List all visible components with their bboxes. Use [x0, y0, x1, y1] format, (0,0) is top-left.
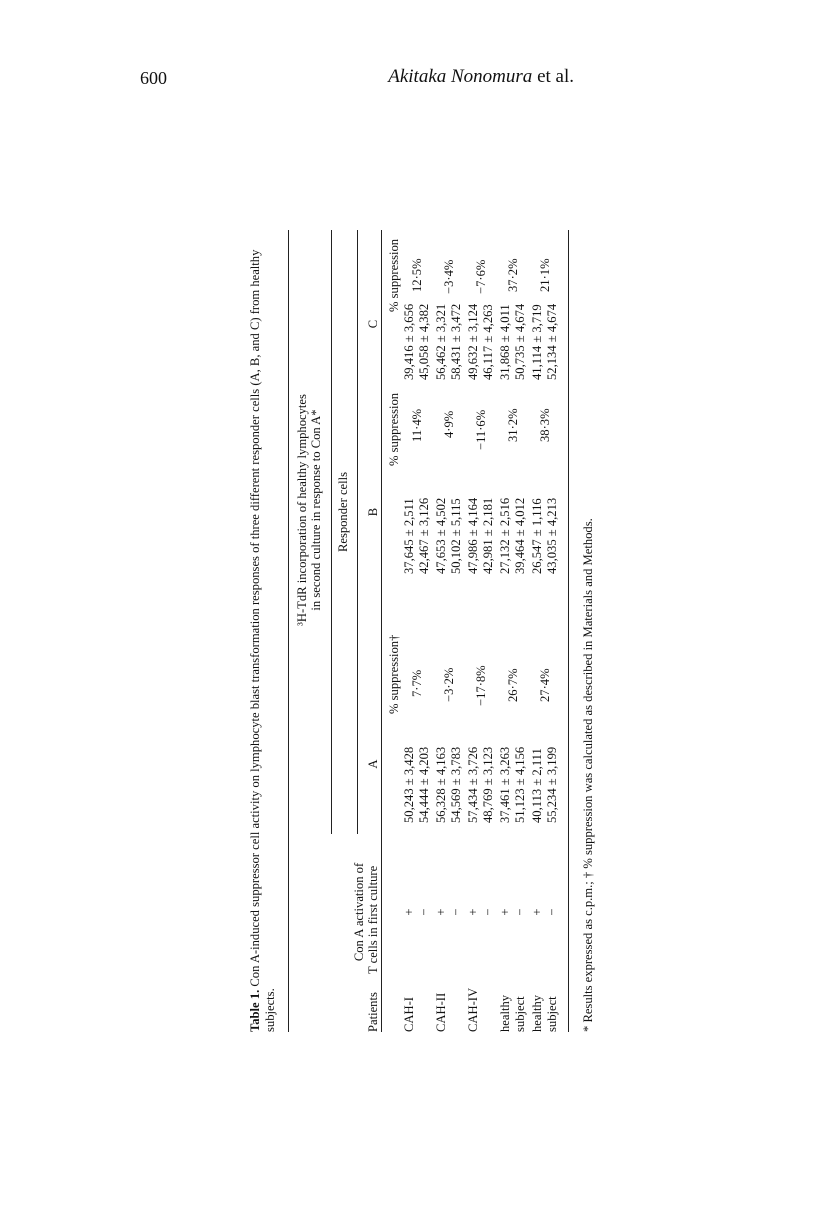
table-row-pct-b: 38·3%: [538, 408, 552, 442]
responder-cells-header: Responder cells: [336, 471, 350, 553]
table-row-sign: −: [481, 908, 495, 916]
col-b-header: B: [366, 507, 380, 517]
patients-header: Patients: [366, 992, 380, 1032]
table-row-c: 31,868 ± 4,011: [498, 304, 512, 380]
table-row-pct-a: −3·2%: [442, 667, 456, 702]
pct-a-header: % suppression†: [387, 634, 401, 714]
page-number: 600: [140, 68, 167, 88]
running-head-authors: Akitaka Nonomura: [388, 66, 533, 87]
incorporation-rule: [331, 230, 332, 834]
table-row-c: 50,735 ± 4,674: [513, 303, 527, 380]
table-row-pct-b: −11·6%: [474, 409, 488, 450]
table-row-c: 45,058 ± 4,382: [417, 303, 431, 380]
table-row-pct-b: 11·4%: [410, 408, 424, 442]
table-row-pct-c: 37·2%: [506, 258, 520, 292]
table-row-pct-a: 27·4%: [538, 668, 552, 702]
table-row-pct-b: 31·2%: [506, 408, 520, 442]
responder-rule: [357, 230, 358, 834]
table-row-a: 40,113 ± 2,111: [530, 748, 544, 823]
table-row-a: 37,461 ± 3,263: [498, 746, 512, 823]
table-row-c: 41,114 ± 3,719: [530, 304, 544, 380]
con-a-header-line2: T cells in first culture: [366, 865, 380, 974]
table-row-b: 50,102 ± 5,115: [449, 498, 463, 574]
table-row-c: 58,431 ± 3,472: [449, 303, 463, 380]
table-row-sign: −: [417, 908, 431, 916]
incorporation-header-line1: ³H-TdR incorporation of healthy lymphocytes: [295, 394, 309, 626]
running-head: [388, 66, 574, 88]
table-footnote: * Results expressed as c.p.m.; † % suppression was calculated as described in Materials and Methods.: [581, 518, 595, 1032]
table-row-b: 47,653 ± 4,502: [434, 497, 448, 574]
table-caption-label: Table 1.: [248, 989, 262, 1032]
table-caption: [248, 232, 278, 1032]
table-row-a: 51,123 ± 4,156: [513, 746, 527, 823]
table-row-patient: healthy: [530, 994, 544, 1032]
table-row-sign: −: [545, 908, 559, 916]
table-row-pct-c: −3·4%: [442, 259, 456, 294]
table-row-patient: healthy: [498, 994, 512, 1032]
table-row-patient: CAH-I: [402, 997, 416, 1032]
table-caption-text: Con A-induced suppressor cell activity on lymphocyte blast transformation responses of three different responder cells (A, B, and C) from healthy subjects.: [248, 249, 277, 1032]
col-c-header: C: [366, 319, 380, 329]
table-row-a: 50,243 ± 3,428: [402, 746, 416, 823]
table-row-pct-a: 7·7%: [410, 669, 424, 697]
table-row-sign: −: [449, 908, 463, 916]
header-rule: [381, 230, 382, 1032]
table-row-b: 43,035 ± 4,213: [545, 497, 559, 574]
table-row-pct-a: 26·7%: [506, 668, 520, 702]
table-row-b: 42,467 ± 3,126: [417, 497, 431, 574]
pct-b-header: % suppression: [387, 392, 401, 466]
table-row-patient: subject: [545, 996, 559, 1032]
con-a-header-line1: Con A activation of: [352, 862, 366, 962]
table-row-c: 49,632 ± 3,124: [466, 303, 480, 380]
top-rule: [288, 230, 289, 1032]
table-row-a: 55,234 ± 3,199: [545, 746, 559, 823]
table-row-sign: +: [498, 908, 512, 916]
table-row-b: 39,464 ± 4,012: [513, 497, 527, 574]
table-row-pct-c: 21·1%: [538, 258, 552, 292]
table-row-sign: +: [530, 908, 544, 916]
rotated-table: [248, 212, 668, 1032]
table-row-c: 56,462 ± 3,321: [434, 303, 448, 380]
pct-c-header: % suppression: [387, 238, 401, 312]
table-row-b: 27,132 ± 2,516: [498, 497, 512, 574]
table-row-pct-b: 4·9%: [442, 410, 456, 438]
table-row-pct-c: 12·5%: [410, 258, 424, 292]
table-row-a: 57,434 ± 3,726: [466, 746, 480, 823]
table-row-c: 39,416 ± 3,656: [402, 303, 416, 380]
col-a-header: A: [366, 759, 380, 769]
table-row-patient: CAH-IV: [466, 987, 480, 1032]
table-row-patient: CAH-II: [434, 992, 448, 1032]
table-row-a: 54,444 ± 4,203: [417, 746, 431, 823]
table-row-sign: +: [402, 908, 416, 916]
bottom-rule: [568, 230, 569, 1032]
table-row-a: 54,569 ± 3,783: [449, 746, 463, 823]
table-row-b: 42,981 ± 2,181: [481, 497, 495, 574]
table-row-c: 52,134 ± 4,674: [545, 303, 559, 380]
table-row-patient: subject: [513, 996, 527, 1032]
table-row-pct-c: −7·6%: [474, 259, 488, 294]
table-row-c: 46,117 ± 4,263: [481, 304, 495, 380]
table-row-sign: +: [466, 908, 480, 916]
incorporation-header-line2: in second culture in response to Con A*: [309, 409, 323, 611]
table-row-sign: +: [434, 908, 448, 916]
running-head-suffix: et al.: [532, 66, 574, 87]
table-row-a: 48,769 ± 3,123: [481, 746, 495, 823]
table-row-b: 37,645 ± 2,511: [402, 498, 416, 574]
table-row-b: 47,986 ± 4,164: [466, 497, 480, 574]
table-row-pct-a: −17·8%: [474, 665, 488, 706]
table-row-sign: −: [513, 908, 527, 916]
table-row-a: 56,328 ± 4,163: [434, 746, 448, 823]
table-row-b: 26,547 ± 1,116: [530, 498, 544, 574]
